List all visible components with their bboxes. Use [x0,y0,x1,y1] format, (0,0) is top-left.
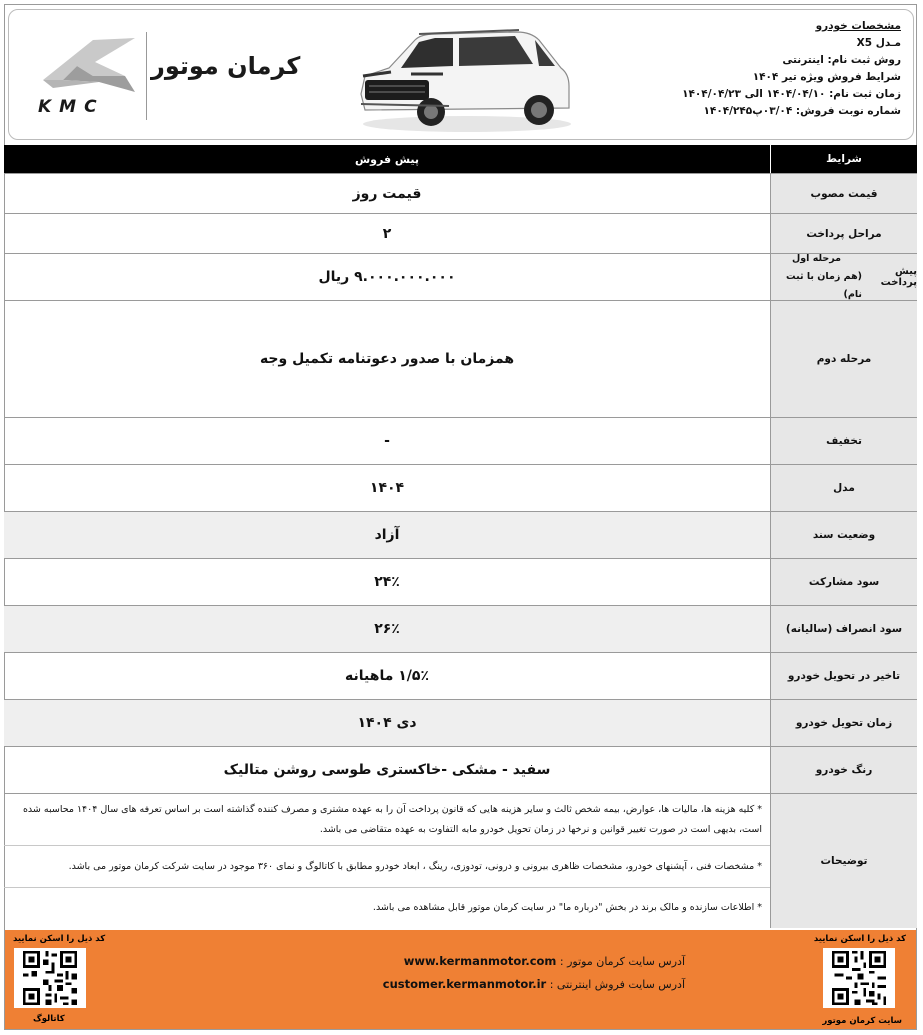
website-qr-code[interactable] [823,948,895,1008]
document-status-value: آزاد [4,512,770,558]
site-url-link[interactable]: www.kermanmotor.com [403,954,557,968]
delivery-time-value: دی ۱۴۰۴ [4,700,770,746]
cancel-profit-label: سود انصراف (سالیانه) [770,606,917,652]
delivery-delay-value: ۱/۵٪ ماهیانه [345,668,429,684]
row-document-status [4,512,917,559]
stage1-label-cell [770,254,862,300]
document-status-label: وضعیت سند [770,512,917,558]
approved-price-value: قیمت روز [352,185,422,202]
prepayment-label: پیش پرداخت [880,266,917,288]
site-address-label: آدرس سایت کرمان موتور : [559,955,685,968]
row-car-color [4,747,917,794]
row-delivery-time [4,700,917,747]
specs-register-time: زمان ثبت نام: ۱۴۰۴/۰۴/۱۰ الی ۱۴۰۴/۰۴/۲۳ [682,88,901,100]
model-label: مدل [770,465,917,511]
discount-label: تخفیف [770,418,917,464]
row-model [4,465,917,512]
car-color-value: سفید - مشکی -خاکستری طوسی روشن متالیک [223,762,551,778]
row-cancel-profit [4,606,917,653]
model-value: ۱۴۰۴ [369,480,405,496]
payment-stages-value: ۲ [382,225,392,242]
row-partnership-profit [4,559,917,606]
stage2-label: مرحله دوم [770,301,917,417]
row-discount [4,418,917,465]
partnership-profit-value: ۲۴٪ [374,574,400,590]
qr-caption-website: سایت کرمان موتور [822,1016,902,1026]
notes-label: توضیحات [770,794,917,928]
notes-body [4,794,770,928]
stage2-value: همزمان با صدور دعوتنامه تکمیل وجه [259,351,515,367]
sale-site-address-label: آدرس سایت فروش اینترنتی : [549,978,685,991]
qr-caption-catalog: کاتالوگ [33,1014,65,1024]
contact-footer [5,930,916,1029]
stage1-value: ۹.۰۰۰.۰۰۰.۰۰۰ ریال [318,269,456,285]
header-value: پیش فروش [354,152,420,166]
row-delivery-delay [4,653,917,700]
cancel-profit-value: ۲۶٪ [4,606,770,652]
brand-name: کرمان موتور [151,52,301,80]
sale-site-url-link[interactable]: customer.kermanmotor.ir [382,977,547,991]
stage1-note: (هم زمان با ثبت نام) [786,271,862,300]
kmc-logo-text: KMC [38,97,105,117]
approved-price-label: قیمت مصوب [770,174,917,213]
row-stage2 [4,301,917,418]
specs-sale-number: شماره نوبت فروش: ۰۳/۰۴پ۱۴۰۴/۲۴۵ [703,105,901,117]
spec-header [8,9,914,140]
specs-register-method: روش ثبت نام: اینترنتی [782,54,901,66]
site-address-line [305,950,685,973]
footer-addresses [305,950,685,996]
discount-value: - [384,433,390,449]
payment-stages-label: مراحل پرداخت [770,214,917,253]
table-header-row [4,145,917,174]
delivery-delay-label: تاخیر در تحویل خودرو [770,653,917,699]
row-notes [4,794,917,928]
row-approved-price [4,174,917,214]
header-label: شرایط [770,145,917,173]
specs-title: مشخصات خودرو [815,20,901,32]
note-item: * اطلاعات سازنده و مالک برند در بخش "درباره ما" در سایت کرمان موتور قابل مشاهده می باشد. [372,902,762,913]
prepayment-label-cell [770,254,917,300]
scan-hint-left: کد ذیل را اسکن نمایید [13,934,106,944]
note-item: * کلیه هزینه ها، مالیات ها، عوارض، بیمه شخص ثالث و سایر هزینه هایی که قانون پرداخت آن را به عهده مشتری و مصرف کننده گذاشته است بر اساس تعرفه های سال ۱۴۰۴ محاسبه شده است، بدیهی است در صورت تغییر قوانین و نرخها در زمان تحویل خودرو مابه التفاوت به عهده متقاضی می باشد. [4,794,770,846]
stage1-label: مرحله اول [792,253,841,264]
car-color-label: رنگ خودرو [770,747,917,793]
specs-sale-terms: شرایط فروش ویژه تیر ۱۴۰۴ [752,71,901,83]
row-prepayment-stage1 [4,254,917,301]
delivery-time-label: زمان تحویل خودرو [770,700,917,746]
car-image [349,24,574,136]
kmc-logo [33,32,143,117]
brand-divider [146,32,147,120]
partnership-profit-label: سود مشارکت [770,559,917,605]
scan-hint-right: کد ذیل را اسکن نمایید [813,934,906,944]
catalog-qr-code[interactable] [14,948,86,1008]
row-payment-stages [4,214,917,254]
vehicle-specs [641,18,901,120]
sale-site-address-line [305,973,685,996]
specs-model: مـدل X5 [856,37,901,49]
note-item: * مشخصات فنی ، آپشنهای خودرو، مشخصات ظاهری بیرونی و درونی، تودوزی، رینگ ، ابعاد خودرو مطابق با کاتالوگ و نمای ۳۶۰ موجود در سایت شرکت کرمان موتور می باشد. [4,846,770,888]
